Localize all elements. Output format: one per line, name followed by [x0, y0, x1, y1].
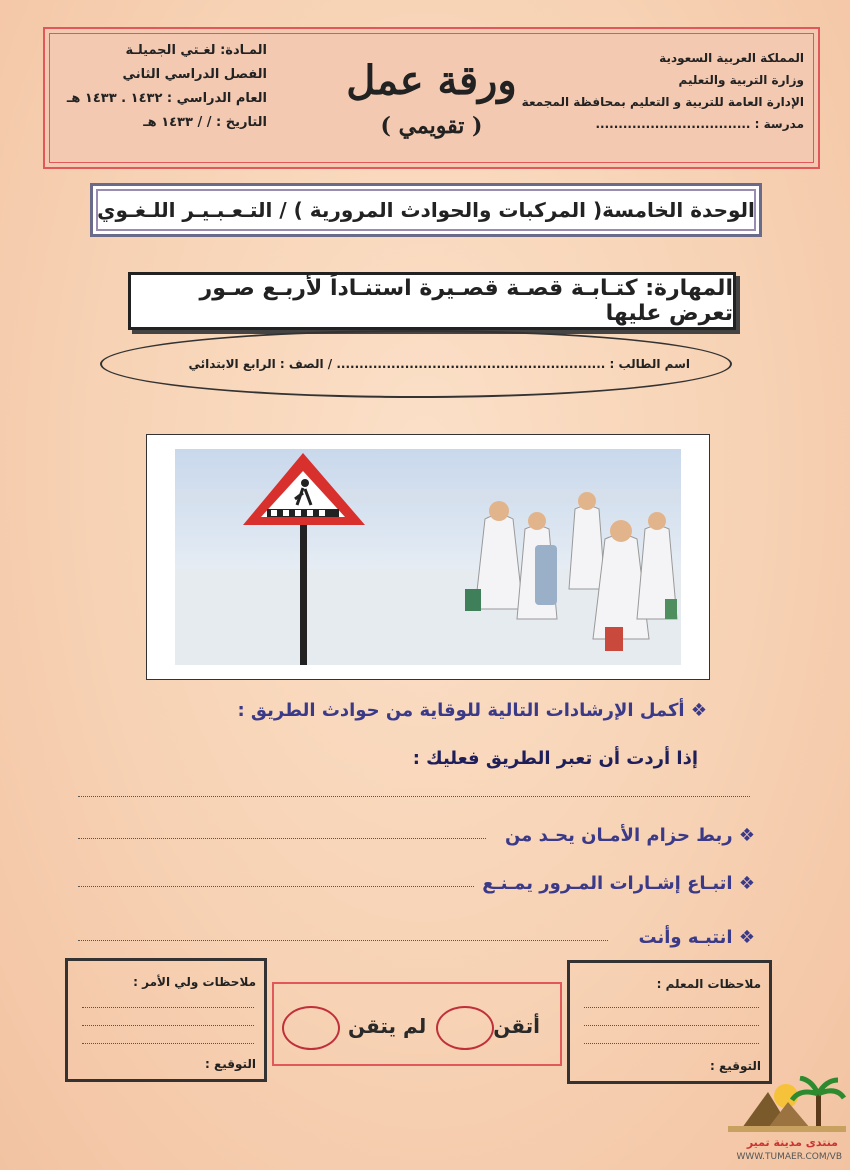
- year-text: العام الدراسي : ١٤٣٢ . ١٤٣٣ هـ: [66, 91, 267, 106]
- instruction-cross: إذا أردت أن تعبر الطريق فعليك :: [412, 748, 698, 769]
- grade-box: [272, 982, 562, 1066]
- parent-note-line[interactable]: [82, 1043, 254, 1044]
- teacher-notes-box: [567, 960, 772, 1084]
- parent-notes-box: [65, 958, 267, 1082]
- pedestrian-crossing-illustration: [175, 449, 681, 665]
- date-field: التاريخ : / / ١٤٣٣ هـ: [143, 115, 267, 130]
- ministry-text: وزارة التربية والتعليم: [678, 73, 804, 87]
- worksheet-title: ورقة عمل: [346, 57, 517, 104]
- story-picture: [146, 434, 710, 680]
- directorate-text: الإدارة العامة للتربية و التعليم بمحافظة المجمعة: [521, 95, 804, 109]
- parent-note-line[interactable]: [82, 1025, 254, 1026]
- parent-signature-label: التوقيع :: [205, 1057, 256, 1071]
- unit-title: الوحدة الخامسة( المركبات والحوادث المرورية ) / التـعـبـيـر اللـغـوي: [90, 183, 762, 237]
- teacher-signature-label: التوقيع :: [710, 1059, 761, 1073]
- answer-line-seatbelt[interactable]: [78, 838, 486, 839]
- parent-note-line[interactable]: [82, 1007, 254, 1008]
- semester-text: الفصل الدراسي الثاني: [122, 67, 267, 82]
- skill-title: المهارة: كتـابـة قصـة قصـيرة استنـاداً لأربـع صـور تعرض عليها: [128, 272, 736, 330]
- instruction-main: ❖ أكمل الإرشادات التالية للوقاية من حوادث الطريق :: [237, 700, 707, 721]
- not-mastered-circle[interactable]: [282, 1006, 340, 1050]
- student-info: اسم الطالب : ........................................................... / الصف : الرابع الابتدائي: [188, 357, 690, 371]
- forum-logo: [728, 1076, 846, 1166]
- picture-scene: [175, 449, 681, 665]
- teacher-note-line[interactable]: [584, 1025, 759, 1026]
- header-box: [43, 27, 820, 169]
- mastered-label: أتقن: [493, 1014, 540, 1038]
- instruction-seatbelt: ❖ ربط حزام الأمـان يحـد من: [504, 825, 755, 846]
- parent-notes-title: ملاحظات ولي الأمر :: [133, 975, 256, 989]
- teacher-notes-title: ملاحظات المعلم :: [656, 977, 761, 991]
- mastered-circle[interactable]: [436, 1006, 494, 1050]
- kingdom-text: المملكة العربية السعودية: [659, 51, 804, 65]
- header-left-block: [57, 39, 267, 135]
- subject-text: المـادة: لغـتي الجميلـة: [125, 43, 267, 58]
- answer-line-signals[interactable]: [78, 886, 474, 887]
- instruction-signals: ❖ اتبـاع إشـارات المـرور يمـنـع: [482, 873, 755, 894]
- forum-url[interactable]: WWW.TUMAER.COM/VB: [736, 1152, 842, 1162]
- not-mastered-label: لم يتقن: [348, 1014, 427, 1038]
- answer-line-careful[interactable]: [78, 940, 608, 941]
- worksheet-subtitle: ( تقويمي ): [380, 113, 483, 139]
- instruction-careful: ❖ انتبـه وأنت: [638, 927, 755, 948]
- teacher-note-line[interactable]: [584, 1043, 759, 1044]
- forum-name: منتدى مدينة تمير: [746, 1136, 838, 1149]
- teacher-note-line[interactable]: [584, 1007, 759, 1008]
- answer-line-cross[interactable]: [78, 796, 750, 797]
- palm-mountain-icon: [728, 1076, 846, 1134]
- school-field: مدرسة : ..................................: [595, 117, 804, 131]
